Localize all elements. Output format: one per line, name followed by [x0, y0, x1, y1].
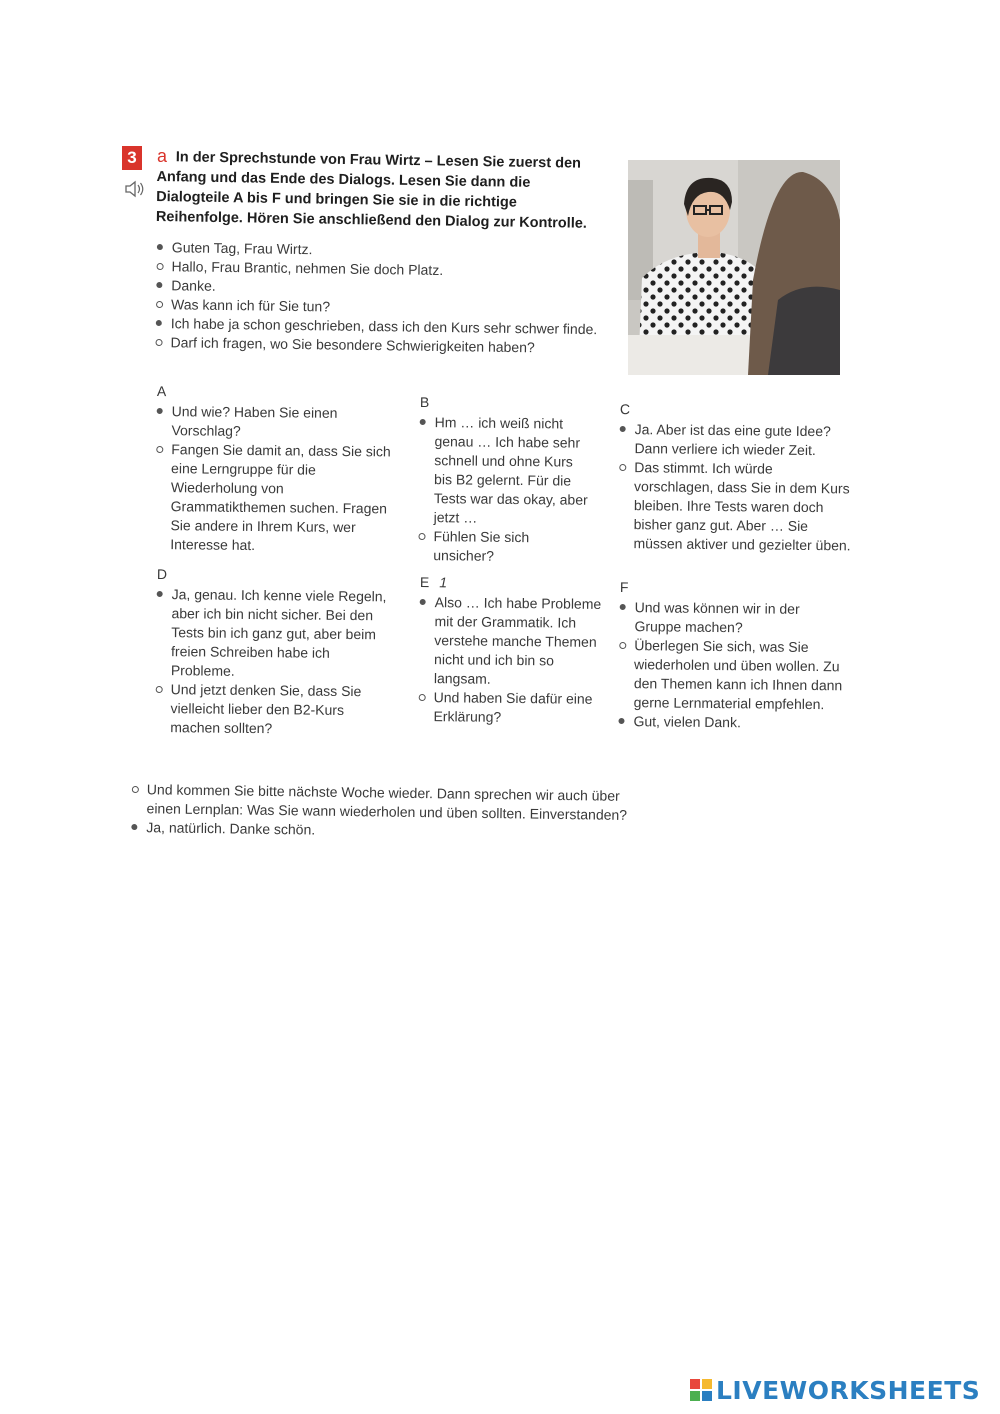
dialog-line: Darf ich fragen, wo Sie besondere Schwierigkeiten haben?	[155, 333, 615, 358]
liveworksheets-logo[interactable]	[690, 1375, 980, 1405]
dialog-line: Und wie? Haben Sie einen Vorschlag?	[156, 402, 396, 443]
dialog-part-a	[155, 382, 397, 557]
dialog-line: Hm … ich weiß nicht genau … Ich habe sehr schnell und ohne Kurs bis B2 gelernt. Für die Tests war das okay, aber jetzt …	[419, 413, 590, 529]
dialog-line: Was kann ich für Sie tun?	[156, 295, 616, 320]
dialog-line: Also … Ich habe Probleme mit der Grammatik. Ich verstehe manche Themen nicht und ich bin so langsam.	[419, 593, 605, 690]
exercise-number: 3	[122, 146, 142, 170]
filled-bullet-icon	[157, 591, 163, 597]
open-bullet-icon	[156, 446, 163, 453]
exercise-instruction: In der Sprechstunde von Frau Wirtz – Lesen Sie zuerst den Anfang und das Ende des Dialogs. Lesen Sie dann die Dialogteile A bis F und bringen Sie sie in die richtige Reihenfolge. Hören Sie anschließend den Dialog zur Kontrolle.	[155, 149, 588, 232]
open-bullet-icon	[419, 694, 426, 701]
dialog-line: Fangen Sie damit an, dass Sie sich eine Lerngruppe für die Wiederholung von Grammatikthemen suchen. Fragen Sie andere in Ihrem Kurs, wer Interesse hat.	[155, 440, 396, 557]
liveworksheets-logo-icon	[690, 1379, 712, 1401]
dialog-line: Ja, natürlich. Danke schön.	[131, 818, 631, 844]
part-letter: C	[619, 400, 631, 418]
dialog-part-f	[618, 578, 845, 733]
answer-mark[interactable]: 1	[439, 574, 448, 591]
dialog-part-e	[418, 573, 605, 728]
dialog-ending	[131, 780, 632, 844]
open-bullet-icon	[619, 642, 626, 649]
consultation-photo	[628, 160, 840, 375]
dialog-line: Hallo, Frau Brantic, nehmen Sie doch Platz.	[156, 257, 616, 282]
dialog-part-d	[155, 565, 392, 739]
dialog-line: Überlegen Sie sich, was Sie wiederholen und üben wollen. Zu den Themen kann ich Ihnen dann gerne Lernmaterial empfehlen.	[619, 636, 845, 714]
filled-bullet-icon	[131, 824, 137, 830]
dialog-line: Ich habe ja schon geschrieben, dass ich den Kurs sehr schwer finde.	[156, 314, 616, 339]
dialog-line: Das stimmt. Ich würde vorschlagen, dass Sie in dem Kurs bleiben. Ihre Tests waren doch bisher ganz gut. Aber … Sie müssen aktiver und gezielter üben.	[618, 458, 854, 555]
dialog-intro	[155, 238, 617, 358]
filled-bullet-icon	[620, 426, 626, 432]
dialog-line: Und was können wir in der Gruppe machen?	[619, 598, 844, 638]
open-bullet-icon	[132, 786, 139, 793]
part-letter: F	[619, 578, 629, 596]
dialog-part-b	[418, 393, 590, 567]
filled-bullet-icon	[620, 604, 626, 610]
open-bullet-icon	[157, 263, 164, 270]
dialog-line: Und haben Sie dafür eine Erklärung?	[418, 688, 603, 728]
dialog-line: Ja, genau. Ich kenne viele Regeln, aber ich bin nicht sicher. Bei den Tests bin ich ganz gut, aber beim freien Schreiben habe ich Probleme.	[156, 585, 392, 682]
filled-bullet-icon	[156, 320, 162, 326]
dialog-line: Danke.	[156, 276, 616, 301]
part-letter: B	[419, 393, 430, 411]
dialog-line: Und kommen Sie bitte nächste Woche wieder. Dann sprechen wir auch über einen Lernplan: Was Sie wann wiederholen und üben sollten. Einverstanden?	[131, 780, 631, 825]
part-letter: D	[156, 565, 168, 583]
open-bullet-icon	[156, 686, 163, 693]
open-bullet-icon	[619, 464, 626, 471]
filled-bullet-icon	[420, 419, 426, 425]
exercise-sub-letter: a	[157, 146, 168, 166]
filled-bullet-icon	[157, 244, 163, 250]
filled-bullet-icon	[618, 718, 624, 724]
dialog-line: Guten Tag, Frau Wirtz.	[157, 238, 617, 263]
part-letter: E 1	[419, 573, 448, 591]
open-bullet-icon	[155, 339, 162, 346]
brand-name: LIVEWORKSHEETS	[716, 1375, 981, 1405]
part-letter: A	[156, 382, 167, 400]
dialog-line: Ja. Aber ist das eine gute Idee? Dann verliere ich wieder Zeit.	[619, 420, 854, 460]
filled-bullet-icon	[156, 282, 162, 288]
speaker-icon[interactable]	[124, 180, 146, 198]
dialog-line: Gut, vielen Dank.	[618, 712, 843, 733]
dialog-line: Fühlen Sie sich unsicher?	[418, 527, 588, 567]
open-bullet-icon	[418, 533, 425, 540]
dialog-part-c	[618, 400, 855, 555]
filled-bullet-icon	[420, 599, 426, 605]
dialog-line: Und jetzt denken Sie, dass Sie vielleicht lieber den B2-Kurs machen sollten?	[155, 680, 391, 739]
open-bullet-icon	[156, 301, 163, 308]
filled-bullet-icon	[157, 408, 163, 414]
